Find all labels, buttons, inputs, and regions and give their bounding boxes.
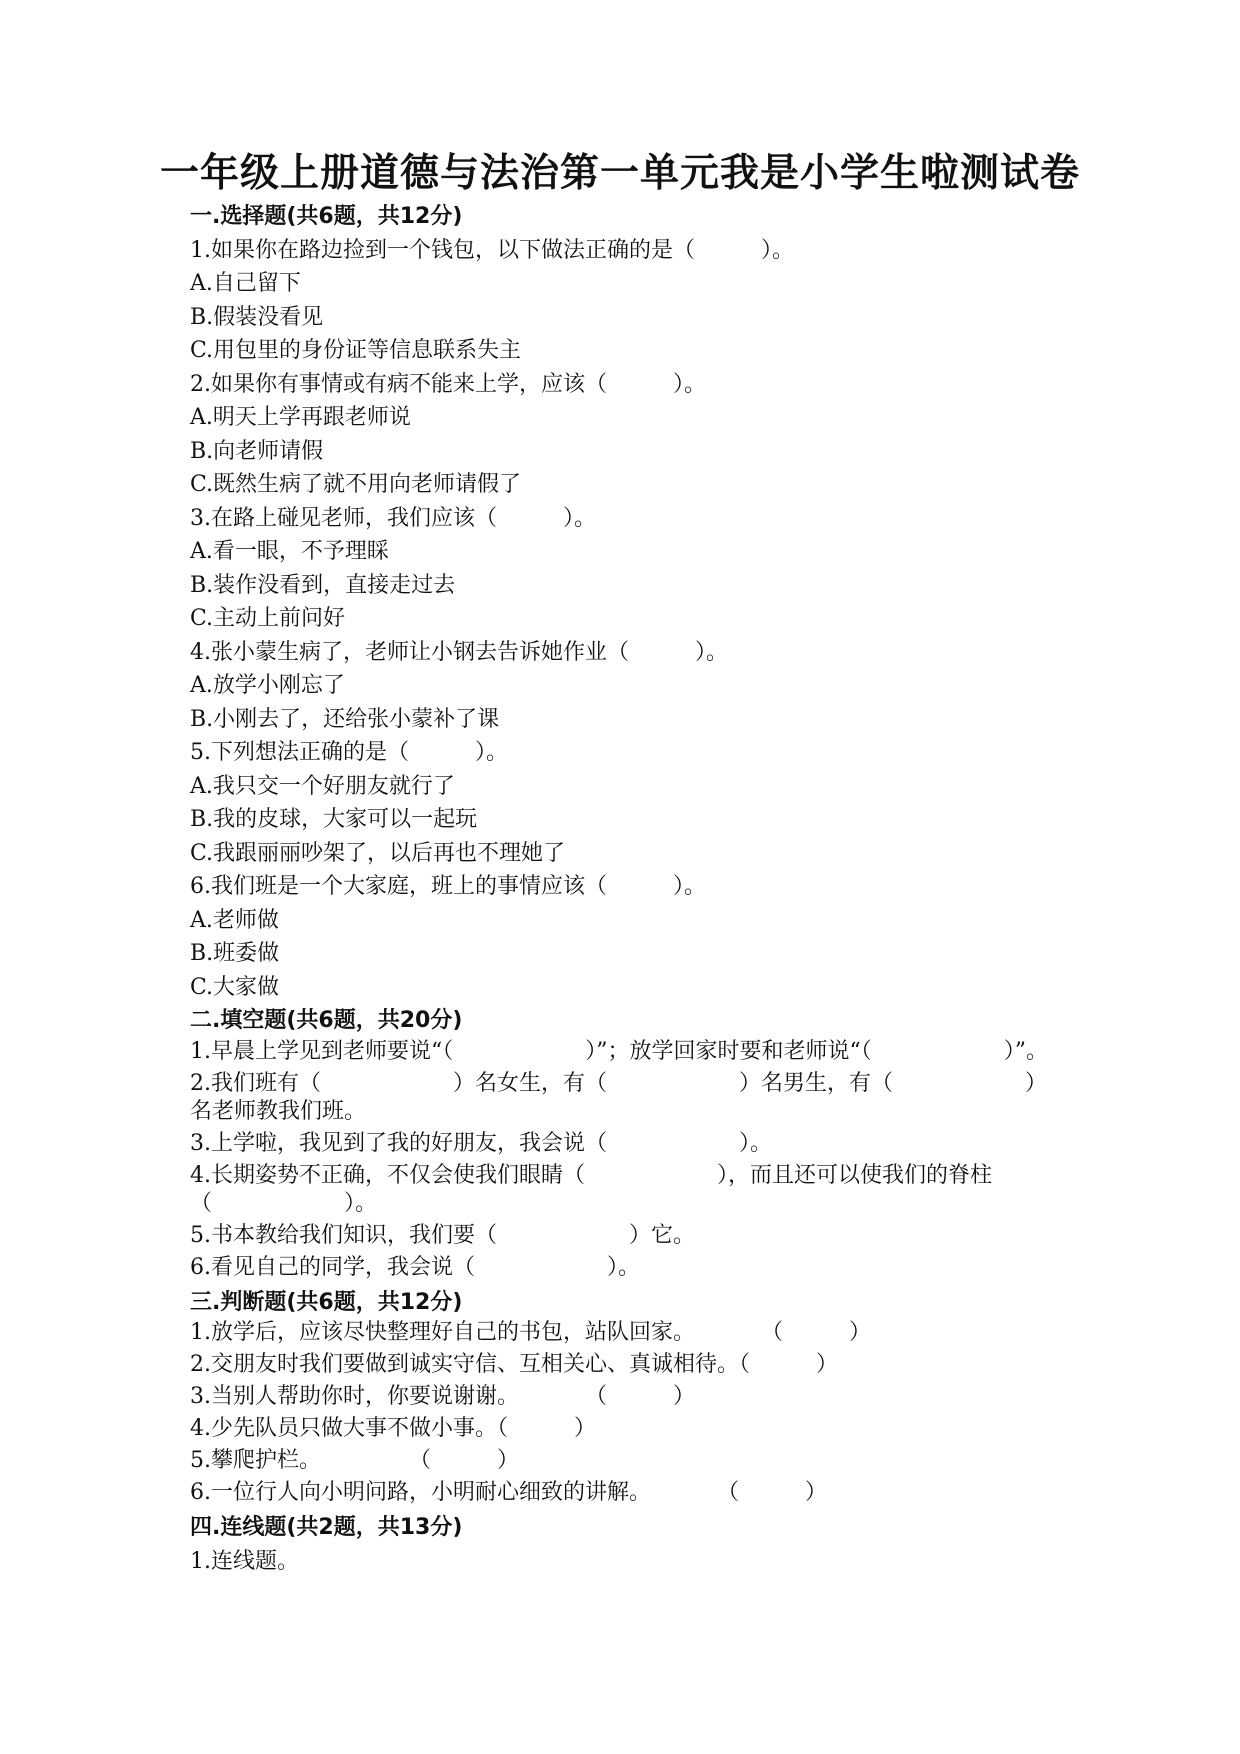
true-false-question: 4.少先队员只做大事不做小事。（ ）: [190, 1416, 596, 1441]
answer-option: B.假装没看见: [190, 304, 324, 330]
true-false-question: 5.攀爬护栏。 （ ）: [190, 1448, 519, 1473]
answer-option: A.看一眼，不予理睬: [190, 539, 389, 564]
answer-option: A.放学小刚忘了: [190, 673, 345, 698]
answer-option: B.向老师请假: [190, 438, 324, 464]
fill-blank-question: 5.书本教给我们知识，我们要（ ）它。: [190, 1222, 695, 1248]
section-heading-choice: 一.选择题(共6题，共12分): [190, 204, 463, 229]
section-heading-matching: 四.连线题(共2题，共13分): [190, 1515, 463, 1540]
answer-option: C.主动上前问好: [190, 606, 346, 631]
matching-question: 1.连线题。: [190, 1548, 299, 1574]
exam-title: 一年级上册道德与法治第一单元我是小学生啦测试卷: [159, 151, 1080, 196]
question-stem: 1.如果你在路边捡到一个钱包，以下做法正确的是（ ）。: [190, 237, 794, 263]
answer-option: B.班委做: [190, 941, 280, 966]
answer-option: C.用包里的身份证等信息联系失主: [190, 338, 522, 363]
answer-option: A.老师做: [190, 907, 279, 933]
answer-option: A.我只交一个好朋友就行了: [190, 773, 455, 799]
question-stem: 2.如果你有事情或有病不能来上学，应该（ ）。: [190, 371, 706, 397]
answer-option: B.小刚去了，还给张小蒙补了课: [190, 706, 500, 732]
question-stem: 4.张小蒙生病了，老师让小钢去告诉她作业（ ）。: [190, 639, 728, 665]
true-false-question: 1.放学后，应该尽快整理好自己的书包，站队回家。 （ ）: [190, 1320, 871, 1345]
true-false-question: 2.交朋友时我们要做到诚实守信、互相关心、真诚相待。（ ）: [190, 1352, 838, 1377]
exam-content: [190, 200, 1050, 1578]
question-stem: 5.下列想法正确的是（ ）。: [190, 740, 508, 765]
fill-blank-question: 6.看见自己的同学，我会说（ ）。: [190, 1254, 640, 1280]
true-false-question: 6.一位行人向小明问路，小明耐心细致的讲解。 （ ）: [190, 1480, 827, 1505]
fill-blank-question: 2.我们班有（ ）名女生，有（ ）名男生，有（ ）名老师教我们班。: [190, 1070, 1047, 1124]
fill-blank-question: 4.长期姿势不正确，不仅会使我们眼睛（ ），而且还可以使我们的脊柱（ ）。: [190, 1162, 992, 1216]
section-heading-true-false: 三.判断题(共6题，共12分): [190, 1289, 463, 1315]
fill-blank-question: 1.早晨上学见到老师要说“（ ）”；放学回家时要和老师说“（ ）”。: [190, 1038, 1048, 1064]
answer-option: C.既然生病了就不用向老师请假了: [190, 472, 522, 497]
answer-option: C.我跟丽丽吵架了，以后再也不理她了: [190, 840, 566, 866]
answer-option: B.我的皮球，大家可以一起玩: [190, 807, 478, 832]
section-heading-fill-blank: 二.填空题(共6题，共20分): [190, 1008, 463, 1033]
answer-option: C.大家做: [190, 974, 280, 1000]
question-stem: 6.我们班是一个大家庭，班上的事情应该（ ）。: [190, 874, 706, 899]
answer-option: A.明天上学再跟老师说: [190, 405, 411, 430]
fill-blank-question: 3.上学啦，我见到了我的好朋友，我会说（ ）。: [190, 1130, 772, 1156]
question-stem: 3.在路上碰见老师，我们应该（ ）。: [190, 505, 596, 531]
answer-option: B.装作没看到，直接走过去: [190, 572, 456, 598]
answer-option: A.自己留下: [190, 271, 301, 296]
true-false-question: 3.当别人帮助你时，你要说谢谢。 （ ）: [190, 1384, 695, 1409]
